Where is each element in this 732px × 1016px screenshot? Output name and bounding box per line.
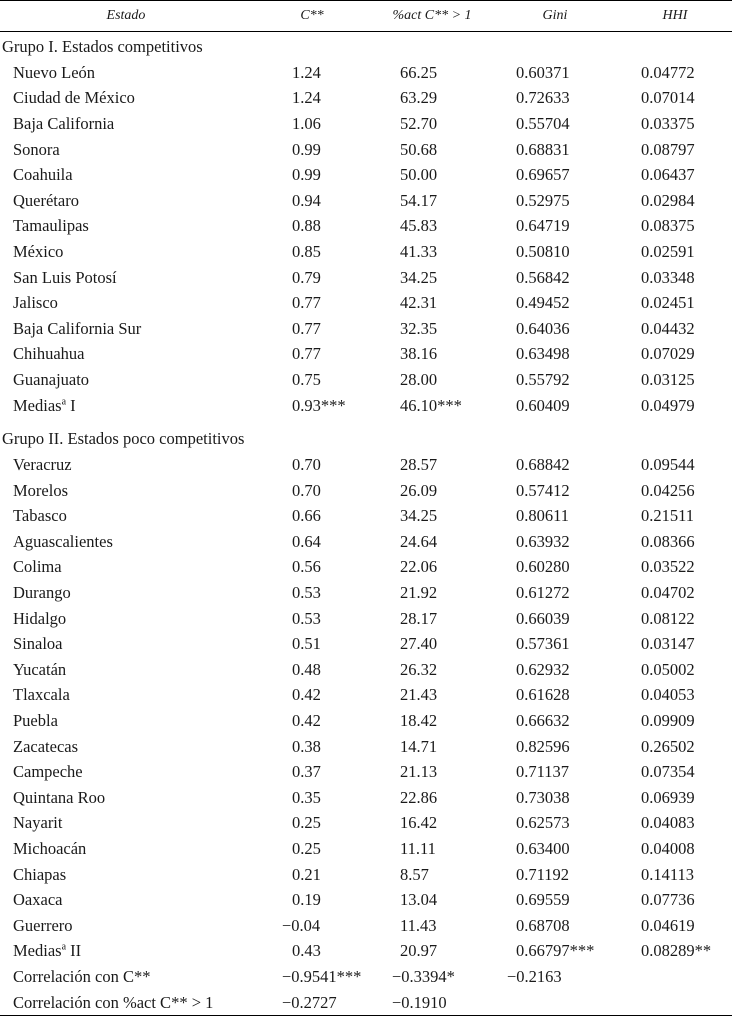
hhi-cell: 0.06437 bbox=[641, 165, 695, 185]
hhi-cell: 0.07736 bbox=[641, 890, 695, 910]
estado-cell: Querétaro bbox=[13, 190, 79, 210]
hhi-cell: 0.02591 bbox=[641, 241, 695, 261]
gini-cell: 0.61272 bbox=[516, 583, 570, 603]
hhi-cell: 0.03125 bbox=[641, 369, 695, 389]
hhi-cell: 0.06939 bbox=[641, 787, 695, 807]
act-cell: 50.00 bbox=[400, 165, 438, 185]
hhi-cell: 0.02984 bbox=[641, 190, 695, 210]
table-row bbox=[0, 836, 732, 862]
medias-group-numeral: II bbox=[66, 941, 82, 961]
hhi-cell: 0.08366 bbox=[641, 531, 695, 551]
gini-cell: 0.82596 bbox=[516, 736, 570, 756]
estado-cell: San Luis Potosí bbox=[13, 267, 117, 287]
table-row bbox=[0, 452, 732, 478]
correlation-label: Correlación con %act C** > 1 bbox=[0, 990, 252, 1016]
table-row bbox=[0, 60, 732, 86]
hhi-cell: 0.14113 bbox=[641, 864, 695, 884]
table-row bbox=[0, 708, 732, 734]
table-row bbox=[0, 367, 732, 393]
c-cell: 0.48 bbox=[292, 659, 321, 679]
gini-cell bbox=[492, 990, 618, 1016]
hhi-cell: 0.08289** bbox=[641, 941, 712, 961]
hhi-cell: 0.09909 bbox=[641, 711, 695, 731]
c-cell: 0.79 bbox=[292, 267, 321, 287]
act-cell: −0.3394* bbox=[392, 966, 455, 986]
estado-cell: Coahuila bbox=[13, 165, 73, 185]
c-cell: 0.99 bbox=[292, 165, 321, 185]
gini-cell: 0.61628 bbox=[516, 685, 570, 705]
estado-cell: Guerrero bbox=[13, 915, 73, 935]
estado-cell: Colima bbox=[13, 557, 62, 577]
c-cell: 0.53 bbox=[292, 583, 321, 603]
gini-cell: 0.66632 bbox=[516, 711, 570, 731]
gini-cell: 0.69657 bbox=[516, 165, 570, 185]
c-cell: 0.70 bbox=[292, 480, 321, 500]
estado-cell: Michoacán bbox=[13, 839, 87, 859]
table-row bbox=[0, 887, 732, 913]
c-cell: 1.24 bbox=[292, 62, 321, 82]
c-cell: 0.25 bbox=[292, 813, 321, 833]
hhi-cell: 0.03348 bbox=[641, 267, 695, 287]
hhi-cell bbox=[618, 990, 732, 1016]
gini-cell: 0.49452 bbox=[516, 293, 570, 313]
gini-cell: 0.64036 bbox=[516, 318, 570, 338]
estado-cell: Sonora bbox=[13, 139, 60, 159]
estado-cell: Guanajuato bbox=[13, 369, 90, 389]
group-title: Grupo II. Estados poco competitivos bbox=[2, 429, 245, 449]
act-cell: 34.25 bbox=[400, 506, 438, 526]
gini-cell: 0.62573 bbox=[516, 813, 570, 833]
hhi-cell: 0.05002 bbox=[641, 659, 695, 679]
gini-cell: 0.55792 bbox=[516, 369, 570, 389]
act-cell: 52.70 bbox=[400, 113, 438, 133]
hhi-cell: 0.04256 bbox=[641, 480, 695, 500]
estado-cell: Jalisco bbox=[13, 293, 58, 313]
gini-cell: 0.71192 bbox=[516, 864, 570, 884]
c-cell: 0.93*** bbox=[292, 395, 346, 415]
c-cell: −0.9541*** bbox=[282, 966, 362, 986]
table-row bbox=[0, 631, 732, 657]
gini-cell: 0.60371 bbox=[516, 62, 570, 82]
hhi-cell bbox=[618, 964, 732, 990]
act-cell: 45.83 bbox=[400, 216, 438, 236]
medias-group-numeral: I bbox=[66, 395, 76, 415]
table-row bbox=[0, 239, 732, 265]
gini-cell: 0.63400 bbox=[516, 839, 570, 859]
estado-cell: Quintana Roo bbox=[13, 787, 106, 807]
table-row bbox=[0, 734, 732, 760]
medias-label bbox=[0, 393, 252, 419]
hhi-cell: 0.04432 bbox=[641, 318, 695, 338]
gini-cell: 0.66797*** bbox=[516, 941, 595, 961]
act-cell: 20.97 bbox=[400, 941, 438, 961]
table-row bbox=[0, 290, 732, 316]
c-cell: 0.42 bbox=[292, 685, 321, 705]
c-cell: 0.21 bbox=[292, 864, 321, 884]
medias-label-text: Medias bbox=[13, 941, 62, 961]
hhi-cell: 0.04008 bbox=[641, 839, 695, 859]
estado-cell: Aguascalientes bbox=[13, 531, 113, 551]
act-cell: 32.35 bbox=[400, 318, 438, 338]
gini-cell: 0.50810 bbox=[516, 241, 570, 261]
act-cell: 26.32 bbox=[400, 659, 438, 679]
table-row bbox=[0, 657, 732, 683]
table-body bbox=[0, 32, 732, 1016]
act-cell: 22.86 bbox=[400, 787, 438, 807]
gini-cell: 0.72633 bbox=[516, 88, 570, 108]
estado-cell: Nuevo León bbox=[13, 62, 96, 82]
gini-cell: 0.60280 bbox=[516, 557, 570, 577]
c-cell: 0.77 bbox=[292, 344, 321, 364]
hhi-cell: 0.09544 bbox=[641, 455, 695, 475]
act-cell: 13.04 bbox=[400, 890, 438, 910]
act-cell: 18.42 bbox=[400, 711, 438, 731]
c-cell: 1.24 bbox=[292, 88, 321, 108]
act-cell: 16.42 bbox=[400, 813, 438, 833]
hhi-cell: 0.04979 bbox=[641, 395, 695, 415]
c-cell: 1.06 bbox=[292, 113, 321, 133]
hhi-cell: 0.07029 bbox=[641, 344, 695, 364]
act-cell: 24.64 bbox=[400, 531, 438, 551]
c-cell: 0.77 bbox=[292, 293, 321, 313]
hhi-cell: 0.04053 bbox=[641, 685, 695, 705]
table-row bbox=[0, 811, 732, 837]
table-row bbox=[0, 111, 732, 137]
table-row bbox=[0, 316, 732, 342]
estado-cell: México bbox=[13, 241, 64, 261]
c-cell: 0.37 bbox=[292, 762, 321, 782]
gini-cell: 0.57361 bbox=[516, 634, 570, 654]
hhi-cell: 0.02451 bbox=[641, 293, 695, 313]
gini-cell: 0.52975 bbox=[516, 190, 570, 210]
act-cell: 22.06 bbox=[400, 557, 438, 577]
table-row bbox=[0, 86, 732, 112]
header-act: %act C** > 1 bbox=[372, 1, 492, 32]
correlation-label: Correlación con C** bbox=[13, 966, 151, 986]
table-row bbox=[0, 683, 732, 709]
c-cell: 0.70 bbox=[292, 455, 321, 475]
hhi-cell: 0.08797 bbox=[641, 139, 695, 159]
estado-cell: Baja California Sur bbox=[13, 318, 142, 338]
header-c: C** bbox=[252, 1, 372, 32]
hhi-cell: 0.26502 bbox=[641, 736, 695, 756]
table-row bbox=[0, 162, 732, 188]
gini-cell: 0.80611 bbox=[516, 506, 570, 526]
c-cell: 0.51 bbox=[292, 634, 321, 654]
table-row bbox=[0, 580, 732, 606]
gini-cell: −0.2163 bbox=[507, 966, 562, 986]
act-cell: 28.00 bbox=[400, 369, 438, 389]
c-cell: 0.77 bbox=[292, 318, 321, 338]
table-row bbox=[0, 759, 732, 785]
header-gini: Gini bbox=[492, 1, 618, 32]
table-row bbox=[0, 529, 732, 555]
gini-cell: 0.71137 bbox=[516, 762, 570, 782]
gini-cell: 0.56842 bbox=[516, 267, 570, 287]
hhi-cell: 0.08122 bbox=[641, 608, 695, 628]
gini-cell: 0.63932 bbox=[516, 531, 570, 551]
act-cell: 63.29 bbox=[400, 88, 438, 108]
act-cell: −0.1910 bbox=[372, 990, 492, 1016]
estado-cell: Sinaloa bbox=[13, 634, 63, 654]
c-cell: 0.19 bbox=[292, 890, 321, 910]
header-estado: Estado bbox=[0, 1, 252, 32]
table-row bbox=[0, 214, 732, 240]
c-cell: −0.04 bbox=[282, 915, 321, 935]
table-row bbox=[0, 137, 732, 163]
gini-cell: 0.60409 bbox=[516, 395, 570, 415]
table-row bbox=[0, 913, 732, 939]
gini-cell: 0.55704 bbox=[516, 113, 570, 133]
hhi-cell: 0.03522 bbox=[641, 557, 695, 577]
c-cell: 0.64 bbox=[292, 531, 321, 551]
estado-cell: Tamaulipas bbox=[13, 216, 89, 236]
c-cell: 0.38 bbox=[292, 736, 321, 756]
hhi-cell: 0.21511 bbox=[641, 506, 695, 526]
c-cell: 0.94 bbox=[292, 190, 321, 210]
act-cell: 46.10*** bbox=[400, 395, 462, 415]
group-heading-row bbox=[0, 424, 732, 452]
c-cell: 0.35 bbox=[292, 787, 321, 807]
act-cell: 11.11 bbox=[400, 839, 436, 859]
c-cell: 0.53 bbox=[292, 608, 321, 628]
table-row bbox=[0, 862, 732, 888]
estado-cell: Tabasco bbox=[13, 506, 67, 526]
gini-cell: 0.66039 bbox=[516, 608, 570, 628]
act-cell: 27.40 bbox=[400, 634, 438, 654]
gini-cell: 0.69559 bbox=[516, 890, 570, 910]
hhi-cell: 0.04772 bbox=[641, 62, 695, 82]
estado-cell: Chihuahua bbox=[13, 344, 85, 364]
group-heading-row bbox=[0, 32, 732, 61]
estado-cell: Oaxaca bbox=[13, 890, 63, 910]
gini-cell: 0.68831 bbox=[516, 139, 570, 159]
gini-cell: 0.73038 bbox=[516, 787, 570, 807]
gini-cell: 0.63498 bbox=[516, 344, 570, 364]
act-cell: 11.43 bbox=[400, 915, 437, 935]
hhi-cell: 0.08375 bbox=[641, 216, 695, 236]
medias-row bbox=[0, 939, 732, 965]
estado-cell: Nayarit bbox=[13, 813, 63, 833]
hhi-cell: 0.03375 bbox=[641, 113, 695, 133]
medias-row bbox=[0, 393, 732, 419]
c-cell: 0.88 bbox=[292, 216, 321, 236]
correlation-row bbox=[0, 964, 732, 990]
act-cell: 14.71 bbox=[400, 736, 438, 756]
table-row bbox=[0, 478, 732, 504]
act-cell: 42.31 bbox=[400, 293, 438, 313]
estado-cell: Puebla bbox=[13, 711, 58, 731]
table-row bbox=[0, 504, 732, 530]
act-cell: 8.57 bbox=[400, 864, 429, 884]
footnote-marker: a bbox=[61, 396, 67, 408]
table-header bbox=[0, 1, 732, 32]
act-cell: 66.25 bbox=[400, 62, 438, 82]
estado-cell: Durango bbox=[13, 583, 71, 603]
estado-cell: Campeche bbox=[13, 762, 83, 782]
estado-cell: Veracruz bbox=[13, 455, 72, 475]
header-hhi: HHI bbox=[618, 1, 732, 32]
c-cell: 0.56 bbox=[292, 557, 321, 577]
table-row bbox=[0, 265, 732, 291]
act-cell: 21.13 bbox=[400, 762, 438, 782]
estado-cell: Baja California bbox=[13, 113, 115, 133]
table-row bbox=[0, 555, 732, 581]
medias-label-text: Medias bbox=[13, 395, 62, 415]
estado-cell: Tlaxcala bbox=[13, 685, 70, 705]
hhi-cell: 0.03147 bbox=[641, 634, 695, 654]
act-cell: 38.16 bbox=[400, 344, 438, 364]
estado-cell: Morelos bbox=[13, 480, 68, 500]
estado-cell: Hidalgo bbox=[13, 608, 67, 628]
c-cell: −0.2727 bbox=[252, 990, 372, 1016]
act-cell: 50.68 bbox=[400, 139, 438, 159]
c-cell: 0.43 bbox=[292, 941, 321, 961]
act-cell: 28.17 bbox=[400, 608, 438, 628]
hhi-cell: 0.04083 bbox=[641, 813, 695, 833]
gini-cell: 0.68842 bbox=[516, 455, 570, 475]
gini-cell: 0.68708 bbox=[516, 915, 570, 935]
hhi-cell: 0.07354 bbox=[641, 762, 695, 782]
table-row bbox=[0, 606, 732, 632]
c-cell: 0.42 bbox=[292, 711, 321, 731]
act-cell: 41.33 bbox=[400, 241, 438, 261]
table-row bbox=[0, 188, 732, 214]
medias-label bbox=[0, 939, 252, 965]
table-row bbox=[0, 342, 732, 368]
gini-cell: 0.64719 bbox=[516, 216, 570, 236]
estado-cell: Chiapas bbox=[13, 864, 67, 884]
act-cell: 54.17 bbox=[400, 190, 438, 210]
hhi-cell: 0.04619 bbox=[641, 915, 695, 935]
gini-cell: 0.57412 bbox=[516, 480, 570, 500]
c-cell: 0.75 bbox=[292, 369, 321, 389]
estado-cell: Zacatecas bbox=[13, 736, 79, 756]
c-cell: 0.99 bbox=[292, 139, 321, 159]
c-cell: 0.25 bbox=[292, 839, 321, 859]
act-cell: 21.92 bbox=[400, 583, 438, 603]
footnote-marker: a bbox=[61, 941, 67, 953]
group-title: Grupo I. Estados competitivos bbox=[2, 37, 203, 56]
estado-cell: Ciudad de México bbox=[13, 88, 135, 108]
table-row bbox=[0, 785, 732, 811]
c-cell: 0.66 bbox=[292, 506, 321, 526]
act-cell: 28.57 bbox=[400, 455, 438, 475]
correlation-row bbox=[0, 990, 732, 1016]
hhi-cell: 0.04702 bbox=[641, 583, 695, 603]
act-cell: 34.25 bbox=[400, 267, 438, 287]
c-cell: 0.85 bbox=[292, 241, 321, 261]
hhi-cell: 0.07014 bbox=[641, 88, 695, 108]
act-cell: 26.09 bbox=[400, 480, 438, 500]
gini-cell: 0.62932 bbox=[516, 659, 570, 679]
act-cell: 21.43 bbox=[400, 685, 438, 705]
estado-cell: Yucatán bbox=[13, 659, 67, 679]
